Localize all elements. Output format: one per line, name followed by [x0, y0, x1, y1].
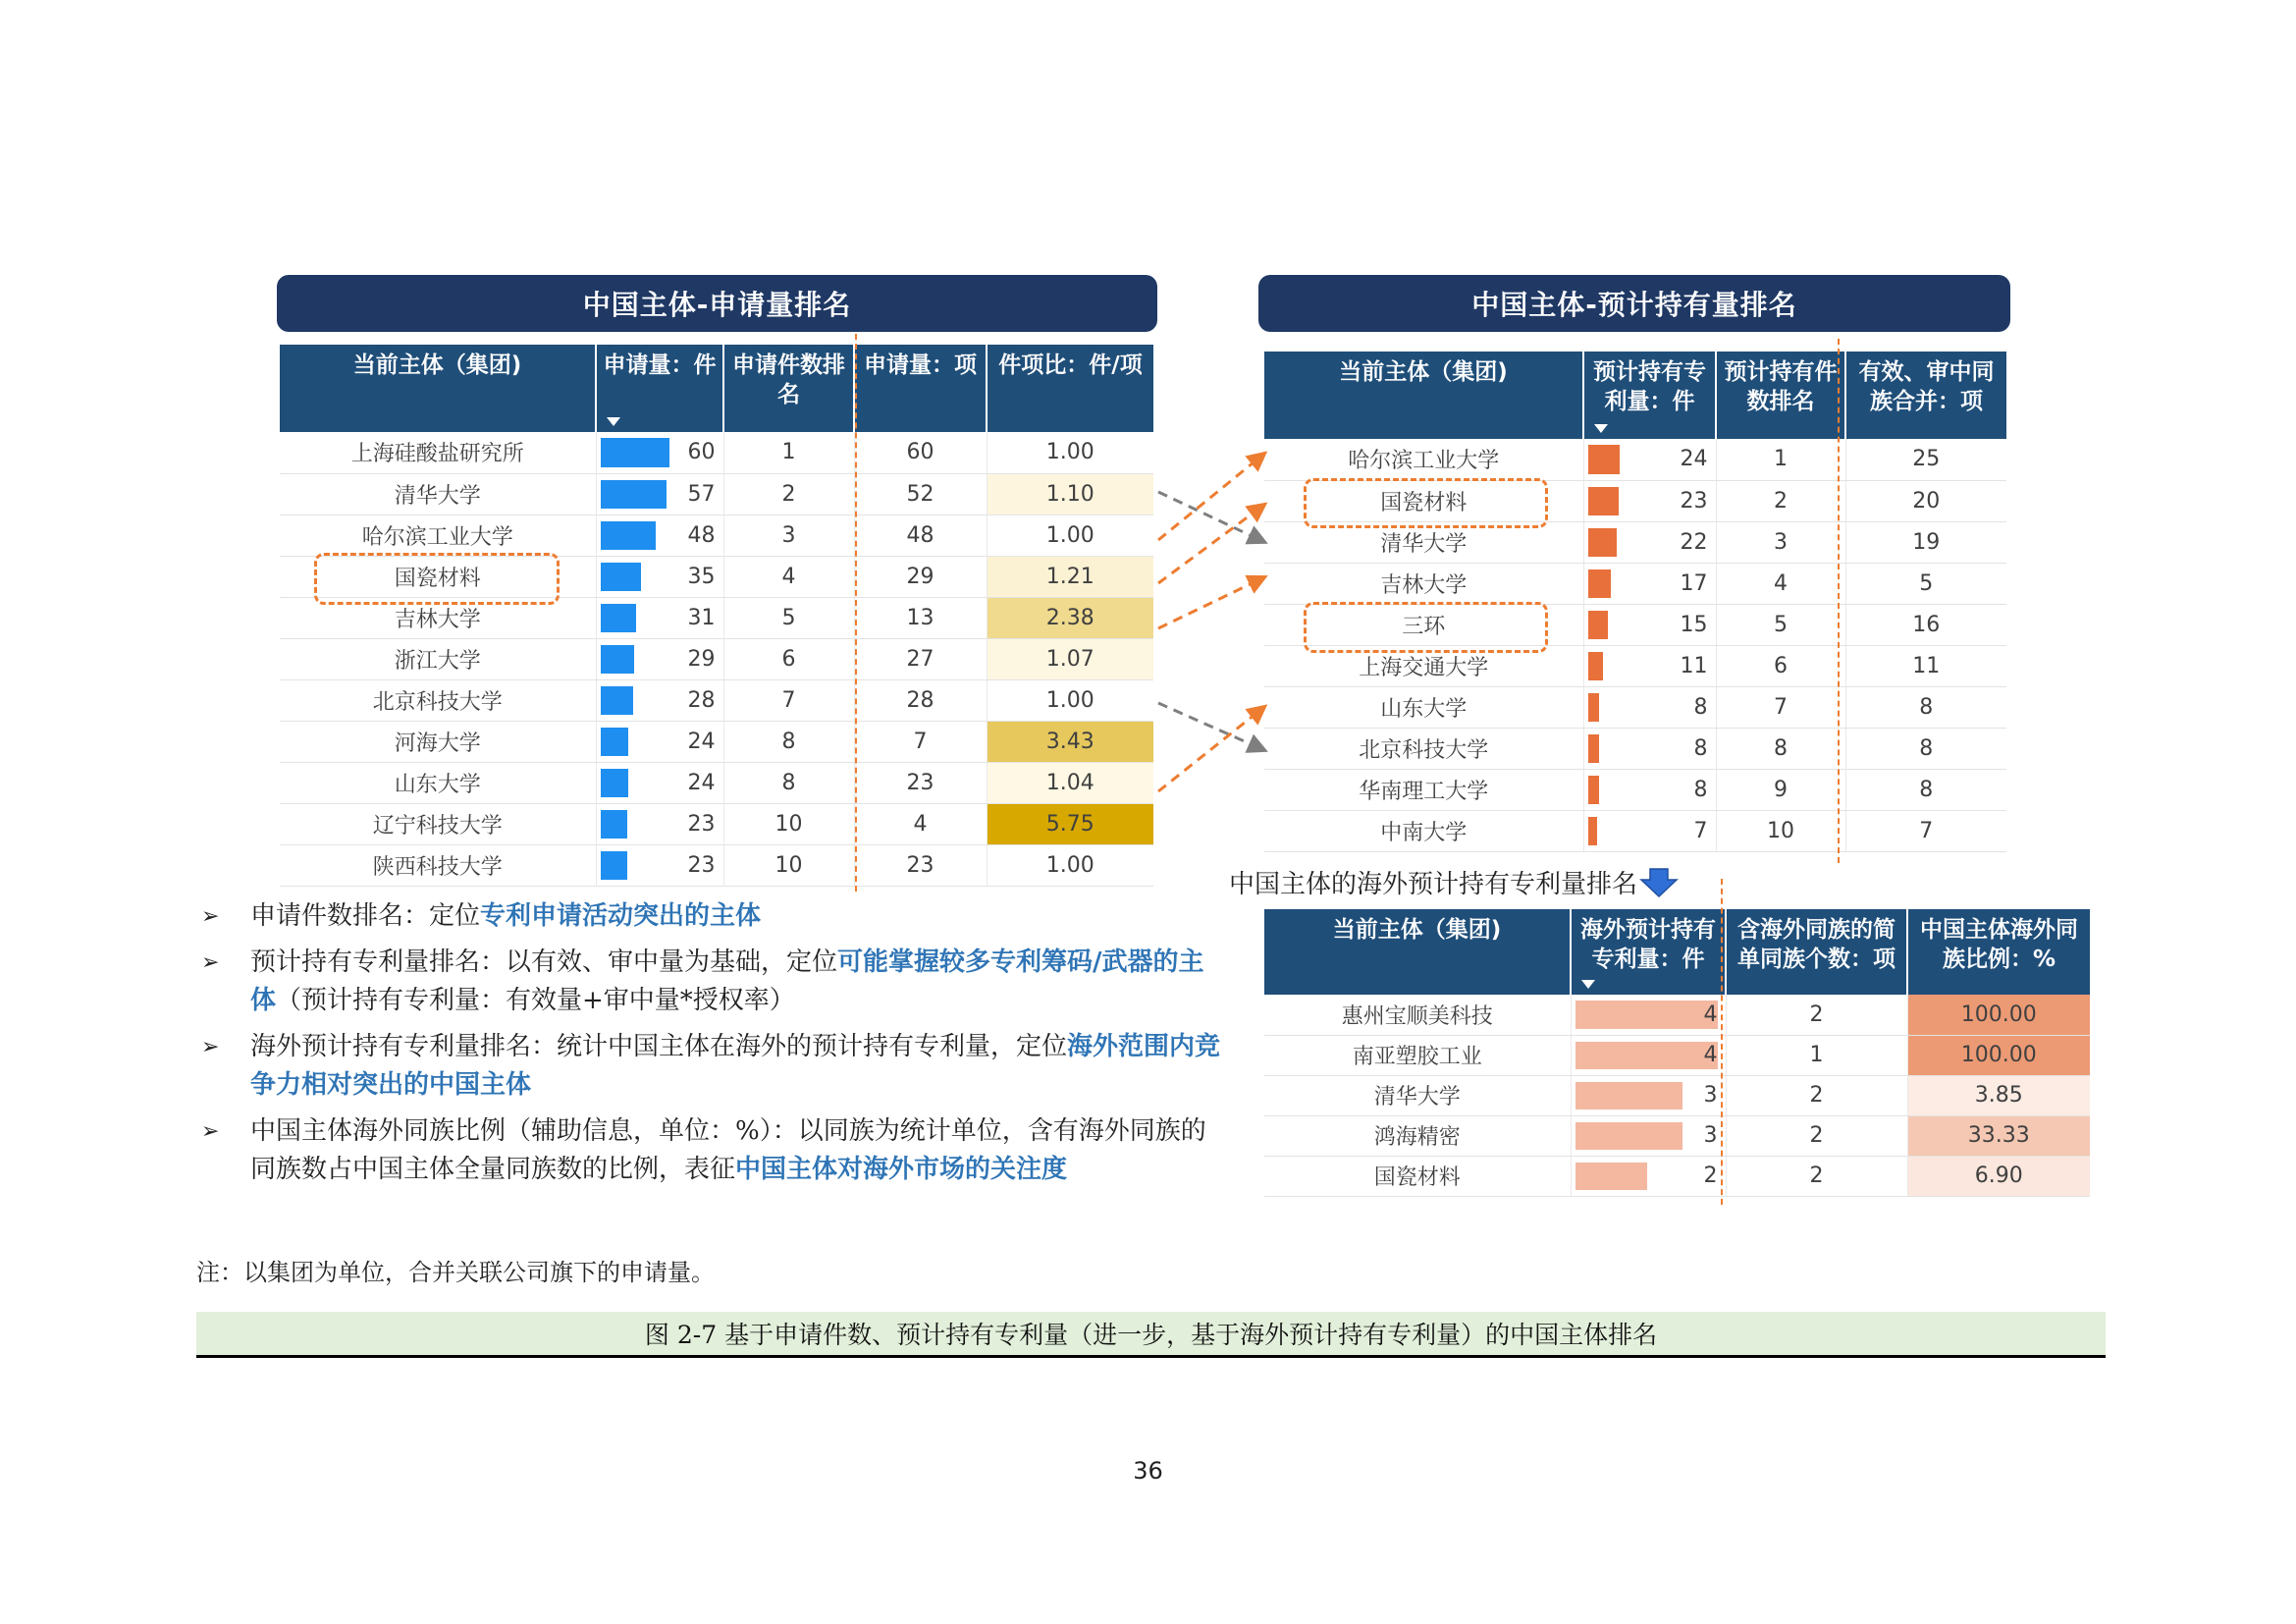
bar-value: 2: [1703, 1164, 1718, 1188]
data-bar: [1575, 1163, 1647, 1190]
overseas-holding-cell: [1571, 995, 1726, 1035]
footnote: 注：以集团为单位，合并关联公司旗下的申请量。: [196, 1259, 715, 1286]
entity-name: 清华大学: [1264, 521, 1583, 563]
header-applications[interactable]: 申请量：件: [596, 345, 723, 432]
entity-name: 北京科技大学: [280, 679, 596, 721]
overseas-holding-cell: [1571, 1035, 1726, 1075]
bar-value: 60: [687, 440, 716, 465]
data-bar: [1588, 487, 1619, 515]
overseas-subtitle: 中国主体的海外预计持有专利量排名: [1229, 864, 1679, 900]
rank-cell: 1: [723, 432, 854, 473]
right-banner: 中国主体-预计持有量排名: [1258, 275, 2010, 332]
applications-cell: [596, 473, 723, 514]
applications-cell: [596, 679, 723, 721]
ratio-cell: 1.21: [987, 556, 1153, 597]
ratio-cell: 1.10: [987, 473, 1153, 514]
entity-name: 山东大学: [280, 762, 596, 803]
entity-name: 陕西科技大学: [280, 844, 596, 886]
ratio-cell: 1.04: [987, 762, 1153, 803]
bar-value: 23: [687, 811, 716, 837]
data-bar: [1575, 1042, 1718, 1069]
rank-cell: 10: [1716, 810, 1845, 851]
holding-cell: [1583, 686, 1716, 728]
highlight-box-sanhuan-right: [1304, 602, 1548, 653]
bullet-highlight: 可能掌握较多专利筹码/武器的主体: [250, 947, 1204, 1015]
table-row: [280, 514, 1153, 556]
entity-name: 清华大学: [280, 473, 596, 514]
table-row: [280, 638, 1153, 679]
holding-cell: [1583, 810, 1716, 851]
bullet-text: 申请件数排名：定位: [250, 901, 481, 931]
bar-value: 29: [687, 646, 716, 672]
sort-desc-icon[interactable]: [607, 417, 620, 426]
entity-name: 山东大学: [1264, 686, 1583, 728]
family-cell: 8: [1845, 686, 2006, 728]
highlight-box-guoci-right: [1304, 478, 1548, 528]
rank-cell: 6: [723, 638, 854, 679]
bullet-item: [201, 944, 1222, 1020]
table-row: [1264, 439, 2006, 480]
overseas-holding-cell: [1571, 1075, 1726, 1115]
family-cell: 16: [1845, 604, 2006, 645]
items-cell: 23: [854, 844, 987, 886]
bar-value: 11: [1680, 653, 1708, 678]
ratio-cell: 2.38: [987, 597, 1153, 638]
sort-desc-icon[interactable]: [1594, 424, 1608, 433]
table-row: [1264, 1156, 2090, 1196]
bar-value: 23: [687, 852, 716, 878]
applications-cell: [596, 638, 723, 679]
overseas-ranking-table: [1264, 909, 2090, 1197]
header-holding[interactable]: 预计持有专利量：件: [1583, 352, 1716, 439]
applications-cell: [596, 432, 723, 473]
data-bar: [1588, 445, 1620, 474]
overseas-family-cell: 2: [1726, 1115, 1907, 1156]
header-items: 申请量：项: [854, 345, 987, 432]
rank-cell: 8: [723, 762, 854, 803]
rank-cell: 4: [1716, 563, 1845, 604]
data-bar: [601, 604, 636, 632]
applications-cell: [596, 597, 723, 638]
bar-value: 22: [1680, 529, 1708, 555]
data-bar: [601, 645, 634, 674]
family-cell: 7: [1845, 810, 2006, 851]
overseas-holding-cell: [1571, 1115, 1726, 1156]
family-cell: 19: [1845, 521, 2006, 563]
data-bar: [1588, 528, 1617, 557]
data-bar: [601, 438, 669, 467]
overseas-family-cell: 1: [1726, 1035, 1907, 1075]
holding-cell: [1583, 645, 1716, 686]
overseas-family-cell: 2: [1726, 995, 1907, 1035]
bar-value: 57: [687, 481, 716, 507]
data-bar: [1588, 569, 1611, 598]
entity-name: 上海硅酸盐研究所: [280, 432, 596, 473]
data-bar: [601, 521, 656, 550]
table-row: [280, 432, 1153, 473]
bar-value: 3: [1703, 1083, 1718, 1108]
header-entity: 当前主体（集团): [1264, 352, 1583, 439]
applications-cell: [596, 721, 723, 762]
header-hold-rank: 预计持有件数排名: [1716, 352, 1845, 439]
header-app-rank: 申请件数排名: [723, 345, 854, 432]
bar-value: 4: [1703, 1043, 1718, 1067]
overseas-separator-line: [1721, 879, 1723, 1205]
table-row: [1264, 1115, 2090, 1156]
rank-cell: 2: [723, 473, 854, 514]
bar-value: 24: [687, 729, 716, 754]
entity-name: 北京科技大学: [1264, 728, 1583, 769]
data-bar: [601, 686, 633, 715]
rank-cell: 2: [1716, 480, 1845, 521]
items-cell: 60: [854, 432, 987, 473]
rank-cell: 10: [723, 803, 854, 844]
data-bar: [601, 810, 627, 839]
entity-name: 国瓷材料: [280, 556, 596, 597]
data-bar: [601, 480, 667, 509]
table-row: [280, 473, 1153, 514]
orange-arrow-shanda: [1158, 707, 1264, 791]
header-overseas-family: 含海外同族的简单同族个数：项: [1726, 909, 1907, 995]
table-row: [1264, 728, 2006, 769]
bullet-arrow-icon: ➢: [201, 950, 220, 975]
ratio-cell: 3.43: [987, 721, 1153, 762]
highlight-box-guoci-left: [314, 553, 560, 605]
data-bar: [1588, 734, 1599, 763]
ratio-cell: 5.75: [987, 803, 1153, 844]
bar-value: 48: [687, 522, 716, 548]
rank-cell: 4: [723, 556, 854, 597]
bullet-tail: （预计持有专利量：有效量+审中量*授权率）: [276, 986, 795, 1015]
data-bar: [1588, 776, 1599, 804]
rank-cell: 7: [1716, 686, 1845, 728]
entity-name: 惠州宝顺美科技: [1264, 995, 1571, 1035]
family-cell: 5: [1845, 563, 2006, 604]
table-row: [280, 679, 1153, 721]
bar-value: 24: [1680, 447, 1708, 472]
data-bar: [601, 728, 628, 756]
rank-cell: 3: [1716, 521, 1845, 563]
table-row: [1264, 995, 2090, 1035]
items-cell: 7: [854, 721, 987, 762]
table-row: [1264, 686, 2006, 728]
header-ratio: 件项比：件/项: [987, 345, 1153, 432]
figure-caption: 图 2-7 基于申请件数、预计持有专利量（进一步，基于海外预计持有专利量）的中国主体排名: [196, 1312, 2106, 1358]
table-row: [1264, 769, 2006, 810]
family-cell: 11: [1845, 645, 2006, 686]
table-row: [1264, 810, 2006, 851]
bullet-item: [201, 897, 1222, 936]
holding-cell: [1583, 563, 1716, 604]
bar-value: 7: [1693, 818, 1708, 843]
rank-cell: 6: [1716, 645, 1845, 686]
entity-name: 吉林大学: [1264, 563, 1583, 604]
items-cell: 13: [854, 597, 987, 638]
holding-cell: [1583, 439, 1716, 480]
overseas-ratio-cell: 3.85: [1907, 1075, 2090, 1115]
data-bar: [1575, 1001, 1718, 1029]
bullet-highlight: 海外范围内竞争力相对突出的中国主体: [250, 1032, 1221, 1100]
holding-cell: [1583, 604, 1716, 645]
overseas-family-cell: 2: [1726, 1156, 1907, 1196]
header-overseas-ratio: 中国主体海外同族比例：%: [1907, 909, 2090, 995]
header-entity: 当前主体（集团): [280, 345, 596, 432]
ratio-cell: 1.00: [987, 679, 1153, 721]
family-cell: 8: [1845, 769, 2006, 810]
bullet-arrow-icon: ➢: [201, 1119, 220, 1144]
entity-name: 南亚塑胶工业: [1264, 1035, 1571, 1075]
rank-cell: 8: [1716, 728, 1845, 769]
table-row: [280, 803, 1153, 844]
ratio-cell: 1.07: [987, 638, 1153, 679]
holding-cell: [1583, 728, 1716, 769]
items-cell: 23: [854, 762, 987, 803]
table-row: [280, 844, 1153, 886]
application-ranking-table: [280, 345, 1153, 887]
bullet-item: [201, 1112, 1222, 1189]
right-separator-line: [1838, 339, 1840, 863]
entity-name: 吉林大学: [280, 597, 596, 638]
overseas-ratio-cell: 100.00: [1907, 1035, 2090, 1075]
bar-value: 17: [1680, 570, 1708, 596]
orange-arrow-guoci: [1158, 505, 1264, 583]
overseas-holding-cell: [1571, 1156, 1726, 1196]
applications-cell: [596, 514, 723, 556]
ratio-cell: 1.00: [987, 432, 1153, 473]
table-row: [1264, 563, 2006, 604]
bar-value: 35: [687, 564, 716, 589]
arrow-down-icon: [1639, 867, 1679, 898]
sort-desc-icon[interactable]: [1581, 980, 1595, 989]
table-row: [280, 721, 1153, 762]
data-bar: [1588, 652, 1603, 680]
rank-cell: 7: [723, 679, 854, 721]
applications-cell: [596, 556, 723, 597]
family-cell: 20: [1845, 480, 2006, 521]
rank-cell: 10: [723, 844, 854, 886]
rank-cell: 5: [1716, 604, 1845, 645]
items-cell: 28: [854, 679, 987, 721]
holding-cell: [1583, 480, 1716, 521]
table-row: [280, 762, 1153, 803]
data-bar: [1588, 817, 1597, 845]
data-bar: [1575, 1122, 1682, 1150]
page-number: 36: [1133, 1457, 1163, 1485]
data-bar: [601, 851, 627, 880]
bar-value: 4: [1703, 1001, 1718, 1027]
entity-name: 清华大学: [1264, 1075, 1571, 1115]
header-family: 有效、审中同族合并：项: [1845, 352, 2006, 439]
bar-value: 31: [687, 605, 716, 630]
entity-name: 三环: [1264, 604, 1583, 645]
bullet-text: 中国主体海外同族比例（辅助信息，单位：%）：以同族为统计单位，含有海外同族的同族数占中国主体全量同族数的比例，表征: [250, 1116, 1206, 1184]
bullet-text: 预计持有专利量排名：以有效、审中量为基础，定位: [250, 947, 838, 977]
rank-cell: 3: [723, 514, 854, 556]
applications-cell: [596, 762, 723, 803]
ratio-cell: 1.00: [987, 514, 1153, 556]
applications-cell: [596, 844, 723, 886]
bar-value: 8: [1693, 777, 1708, 802]
rank-cell: 8: [723, 721, 854, 762]
entity-name: 国瓷材料: [1264, 1156, 1571, 1196]
bar-value: 23: [1680, 488, 1708, 514]
header-overseas-holding[interactable]: 海外预计持有专利量：件: [1571, 909, 1726, 995]
entity-name: 哈尔滨工业大学: [280, 514, 596, 556]
gray-arrow-beike: [1158, 703, 1264, 750]
applications-cell: [596, 803, 723, 844]
orange-arrow-jilin: [1158, 577, 1264, 628]
entity-name: 河海大学: [280, 721, 596, 762]
entity-name: 国瓷材料: [1264, 480, 1583, 521]
items-cell: 48: [854, 514, 987, 556]
items-cell: 52: [854, 473, 987, 514]
family-cell: 8: [1845, 728, 2006, 769]
explanation-bullets: [201, 897, 1222, 1197]
entity-name: 鸿海精密: [1264, 1115, 1571, 1156]
bar-value: 24: [687, 770, 716, 795]
bar-value: 8: [1693, 694, 1708, 720]
overseas-ratio-cell: 6.90: [1907, 1156, 2090, 1196]
left-banner: 中国主体-申请量排名: [277, 275, 1157, 332]
orange-arrow-hagongda: [1158, 454, 1264, 540]
rank-cell: 5: [723, 597, 854, 638]
header-entity: 当前主体（集团): [1264, 909, 1571, 995]
items-cell: 4: [854, 803, 987, 844]
bullet-highlight: 专利申请活动突出的主体: [480, 901, 762, 931]
data-bar: [601, 769, 628, 797]
bullet-item: [201, 1028, 1222, 1105]
entity-name: 中南大学: [1264, 810, 1583, 851]
bar-value: 15: [1680, 612, 1708, 637]
rank-cell: 1: [1716, 439, 1845, 480]
entity-name: 辽宁科技大学: [280, 803, 596, 844]
bar-value: 8: [1693, 735, 1708, 761]
ratio-cell: 1.00: [987, 844, 1153, 886]
table-row: [1264, 1035, 2090, 1075]
holding-cell: [1583, 521, 1716, 563]
holding-cell: [1583, 769, 1716, 810]
bullet-arrow-icon: ➢: [201, 1035, 220, 1059]
overseas-family-cell: 2: [1726, 1075, 1907, 1115]
bullet-arrow-icon: ➢: [201, 904, 220, 929]
overseas-ratio-cell: 33.33: [1907, 1115, 2090, 1156]
bullet-text: 海外预计持有专利量排名：统计中国主体在海外的预计持有专利量，定位: [250, 1032, 1068, 1061]
data-bar: [1588, 693, 1599, 722]
bar-value: 3: [1703, 1123, 1718, 1148]
family-cell: 25: [1845, 439, 2006, 480]
left-separator-line: [855, 334, 857, 892]
items-cell: 29: [854, 556, 987, 597]
table-row: [1264, 1075, 2090, 1115]
entity-name: 浙江大学: [280, 638, 596, 679]
data-bar: [1588, 611, 1608, 639]
rank-cell: 9: [1716, 769, 1845, 810]
entity-name: 上海交通大学: [1264, 645, 1583, 686]
entity-name: 哈尔滨工业大学: [1264, 439, 1583, 480]
bullet-highlight: 中国主体对海外市场的关注度: [735, 1155, 1068, 1184]
data-bar: [601, 563, 641, 591]
overseas-ratio-cell: 100.00: [1907, 995, 2090, 1035]
entity-name: 华南理工大学: [1264, 769, 1583, 810]
items-cell: 27: [854, 638, 987, 679]
bar-value: 28: [687, 687, 716, 713]
gray-arrow-qinghua: [1158, 492, 1264, 542]
data-bar: [1575, 1082, 1682, 1110]
